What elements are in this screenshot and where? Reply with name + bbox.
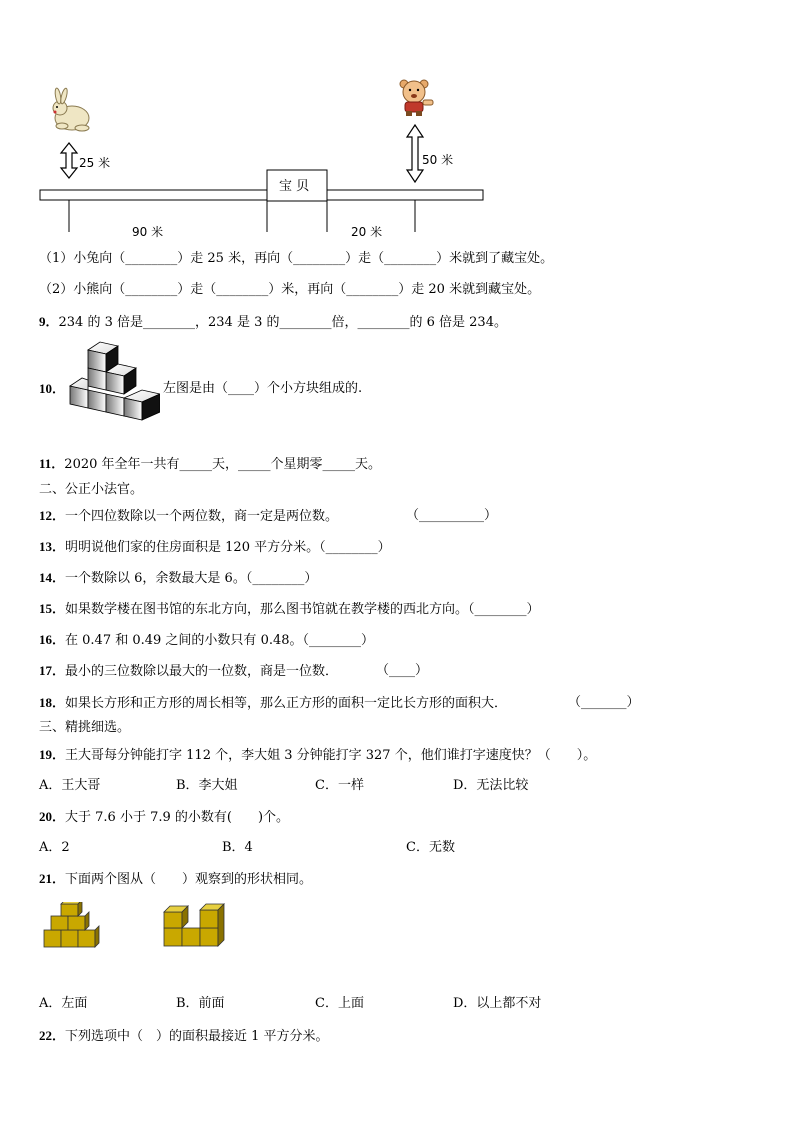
q17-answer-paren: （____） [376,663,429,678]
label-90m: 90 米 [132,225,164,239]
cube-figure-1 [42,902,100,950]
q8-line1: （1）小兔向（________）走 25 米，再向（________）走（________）米就到了藏宝处。 [39,251,554,266]
label-20m: 20 米 [351,225,383,239]
q14-text: 一个数除以 6，余数最大是 6。（________） [65,571,318,586]
q16-text: 在 0.47 和 0.49 之间的小数只有 0.48。（________） [65,633,375,648]
q19-option-c[interactable]: C．一样 [315,778,364,793]
q9-number: 9． [39,314,59,329]
bear-icon [400,80,433,116]
q21-option-a[interactable]: A．左面 [39,996,88,1011]
q20-option-a[interactable]: A．2 [39,840,70,855]
q21-option-d[interactable]: D．以上都不对 [453,996,542,1011]
q19-option-b[interactable]: B．李大姐 [176,778,238,793]
q17-text: 最小的三位数除以最大的一位数，商是一位数． [65,664,339,679]
q14-number: 14． [39,570,66,585]
section-2-heading: 二、公正小法官。 [39,482,144,497]
arrow-50m-icon [407,125,423,182]
q22-number: 22． [39,1028,66,1043]
q18-text: 如果长方形和正方形的周长相等，那么正方形的面积一定比长方形的面积大． [65,696,508,711]
q12-answer-paren: （__________） [406,508,498,523]
q19-option-d[interactable]: D．无法比较 [453,778,529,793]
q20-text: 大于 7.6 小于 7.9 的小数有( )个。 [65,810,290,825]
treasure-box-label: 宝 贝 [279,179,310,194]
section-3-heading: 三、精挑细选。 [39,720,131,735]
q10-text: 左图是由（____）个小方块组成的. [163,381,363,396]
q21-option-b[interactable]: B．前面 [176,996,225,1011]
q20-number: 20． [39,809,66,824]
cube-figure-2 [162,902,226,950]
rabbit-icon [53,88,89,131]
q12-text: 一个四位数除以一个两位数，商一定是两位数。 [65,509,339,524]
q13-text: 明明说他们家的住房面积是 120 平方分米。（________） [65,540,391,555]
road-bar [40,190,483,200]
q19-option-a[interactable]: A．王大哥 [39,778,101,793]
q15-text: 如果数学楼在图书馆的东北方向，那么图书馆就在教学楼的西北方向。（________） [65,602,540,617]
q18-answer-paren: （_______） [568,695,640,710]
q19-text: 王大哥每分钟能打字 112 个，李大姐 3 分钟能打字 327 个，他们谁打字速度快？（ ）。 [65,748,597,763]
label-50m: 50 米 [422,153,454,167]
treasure-map-diagram [0,0,794,250]
q11-number: 11． [39,456,65,471]
q18-number: 18． [39,695,66,710]
q10-number: 10． [39,381,66,396]
q21-number: 21． [39,871,66,886]
q20-option-b[interactable]: B．4 [222,840,253,855]
q21-text: 下面两个图从（ ）观察到的形状相同。 [65,872,313,887]
q12-number: 12． [39,508,66,523]
q21-option-c[interactable]: C．上面 [315,996,364,1011]
q16-number: 16． [39,632,66,647]
q19-number: 19． [39,747,66,762]
arrow-25m-icon [61,143,77,178]
q22-text: 下列选项中（ ）的面积最接近 1 平方分米。 [65,1029,329,1044]
q8-line2: （2）小熊向（________）走（________）米，再向（________）走 20 米就到藏宝处。 [39,282,541,297]
q9-text: 234 的 3 倍是________，234 是 3 的________倍，________的 6 倍是 234。 [58,315,507,330]
cubes-picture [66,340,160,432]
q15-number: 15． [39,601,66,616]
q17-number: 17． [39,663,66,678]
q13-number: 13． [39,539,66,554]
label-25m: 25 米 [79,156,111,170]
q20-option-c[interactable]: C．无数 [406,840,455,855]
q11-text: 2020 年全年一共有_____天，_____个星期零_____天。 [64,457,382,472]
